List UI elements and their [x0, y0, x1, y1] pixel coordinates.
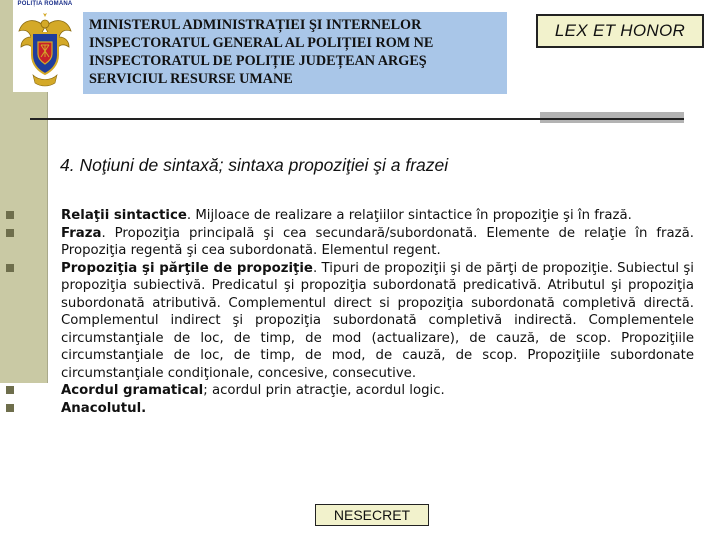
list-item [61, 400, 694, 418]
bullet-text: . Tipuri de propoziţii şi de părţi de propoziţie. Subiectul şi propoziţia subiectivă. Predicatul şi propoziţia subordonată predicativă. Atributul şi propoziţia subordonată atributivă. Complementul direct si propoziţia subordonată completivă directă. Complementul indirect şi propoziţia subordonată completivă indirectă. Complementele circumstanţiale de loc, de timp, de mod (actualizare), de cauză, de scop. Propoziţiile circumstanţiale de loc, de timp, de mod, de cauză, de scop. Propoziţiile subordonate circumstanţiale condiţionale, concesive, consecutive. [61, 260, 694, 381]
bullet-heading: Relaţii sintactice [61, 208, 187, 223]
list-item [61, 260, 694, 383]
bullet-text: ; acordul prin atracţie, acordul logic. [203, 383, 445, 398]
header-line-ministry: MINISTERUL ADMINISTRAȚIEI ŞI INTERNELOR [89, 17, 422, 33]
bullet-square-icon [6, 404, 14, 412]
bullet-square-icon [6, 229, 14, 237]
header-rule-right [540, 118, 684, 120]
institution-header [83, 12, 507, 94]
header-rule [30, 118, 546, 120]
motto-box: LEX ET HONOR [536, 14, 704, 48]
bullet-heading: Propoziţia şi părţile de propoziţie [61, 260, 313, 276]
logo-caption: POLIȚIA ROMÂNĂ [17, 1, 73, 7]
romanian-police-crest-icon [15, 9, 75, 91]
list-item [61, 207, 694, 225]
classification-badge: NESECRET [315, 504, 429, 526]
slide-title: 4. Noţiuni de sintaxă; sintaxa propoziţiei şi a frazei [60, 155, 449, 175]
header-line-county-inspectorate: INSPECTORATUL DE POLIȚIE JUDEȚEAN ARGEŞ [89, 53, 427, 69]
header-line-service: SERVICIUL RESURSE UMANE [89, 71, 293, 87]
bullet-text: . Propoziţia principală şi cea secundară/subordonată. Elemente de relaţie în frază. Propoziţia regentă şi cea subordonată. Elementul regent. [61, 225, 694, 258]
list-item [61, 225, 694, 260]
header-line-general-inspectorate: INSPECTORATUL GENERAL AL POLIȚIEI ROM NE [89, 35, 434, 51]
bullet-heading: Fraza [61, 225, 102, 241]
list-item [61, 382, 694, 400]
bullet-heading: Anacolutul. [61, 400, 147, 416]
bullet-text: . Mijloace de realizare a relaţiilor sintactice în propoziţie şi în frază. [186, 208, 632, 223]
bullet-heading: Acordul gramatical [61, 383, 204, 398]
bullet-list [0, 207, 720, 417]
police-logo [13, 0, 77, 92]
bullet-square-icon [6, 211, 14, 219]
bullet-square-icon [6, 264, 14, 272]
bullet-square-icon [6, 386, 14, 394]
